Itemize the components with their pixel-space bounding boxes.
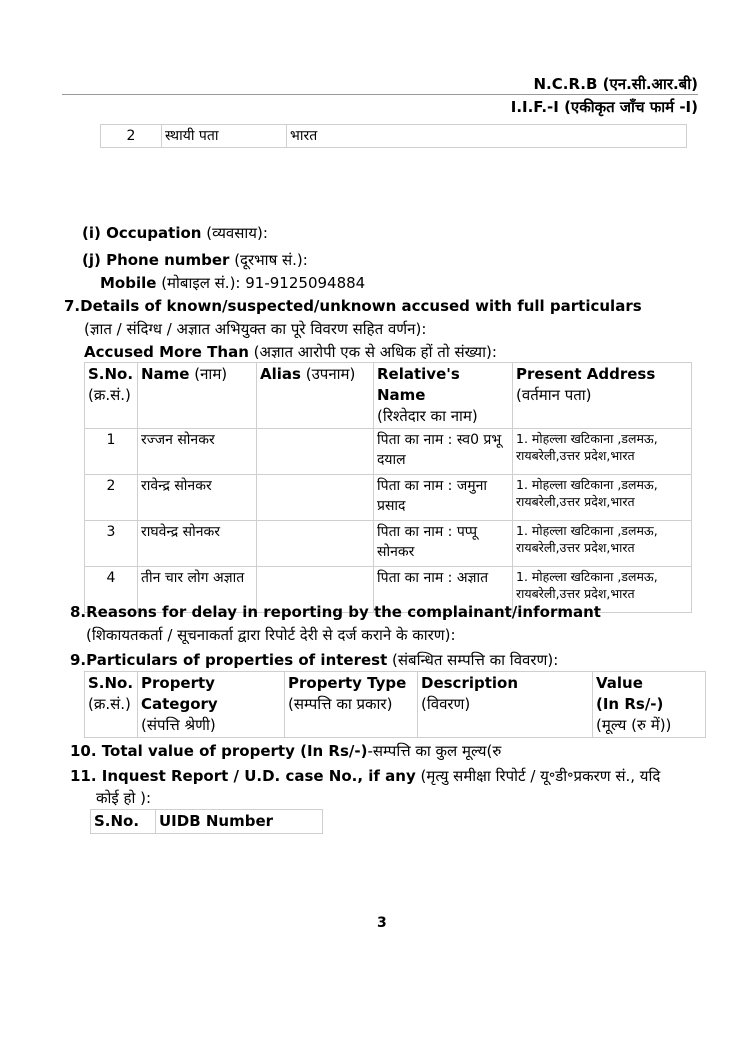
- accused-relative: पिता का नाम : स्व0 प्रभू दयाल: [374, 429, 513, 475]
- table-row: [101, 125, 687, 148]
- iif-header: I.I.F.-I (एकीकृत जाँच फार्म -I): [510, 98, 698, 116]
- occupation-label: (i) Occupation (व्यवसाय):: [82, 224, 268, 242]
- col-sno: S.No.: [91, 810, 156, 834]
- col-uidb: UIDB Number: [156, 810, 323, 834]
- accused-sno: 3: [85, 521, 138, 567]
- table-row: [85, 521, 692, 567]
- accused-address: 1. मोहल्ला खटिकाना ,डलमऊ, रायबरेली,उत्तर प्रदेश,भारत: [513, 521, 692, 567]
- property-table-header: [85, 672, 706, 738]
- accused-alias: [257, 475, 374, 521]
- section-7-title: 7.Details of known/suspected/unknown accused with full particulars: [64, 297, 642, 315]
- col-description: Description (विवरण): [418, 672, 593, 738]
- section-8-subtitle: (शिकायतकर्ता / सूचनाकर्ता द्वारा रिपोर्ट देरी से दर्ज कराने के कारण):: [86, 626, 456, 644]
- section-9-title: 9.Particulars of properties of interest (संबन्धित सम्पत्ति का विवरण):: [70, 651, 559, 669]
- col-value: Value (In Rs/-) (मूल्य (रु में)): [593, 672, 706, 738]
- table-row: [85, 429, 692, 475]
- address-value: भारत: [287, 125, 687, 148]
- address-type: स्थायी पता: [162, 125, 287, 148]
- address-sno: 2: [101, 125, 162, 148]
- accused-alias: [257, 429, 374, 475]
- table-row: [85, 475, 692, 521]
- accused-name: तीन चार लोग अज्ञात: [138, 567, 257, 613]
- accused-sno: 4: [85, 567, 138, 613]
- accused-relative: पिता का नाम : जमुना प्रसाद: [374, 475, 513, 521]
- accused-table-header: [85, 363, 692, 429]
- section-7-subtitle: (ज्ञात / संदिग्ध / अज्ञात अभियुक्त का पूरे विवरण सहित वर्णन):: [84, 320, 427, 338]
- inquest-table: [90, 809, 323, 834]
- col-alias: Alias (उपनाम): [257, 363, 374, 429]
- mobile-value: 91-9125094884: [245, 274, 366, 292]
- col-address: Present Address (वर्तमान पता): [513, 363, 692, 429]
- accused-address: 1. मोहल्ला खटिकाना ,डलमऊ, रायबरेली,उत्तर प्रदेश,भारत: [513, 567, 692, 613]
- col-relative: Relative's Name (रिश्तेदार का नाम): [374, 363, 513, 429]
- property-table: [84, 671, 706, 738]
- section-11-title: 11. Inquest Report / U.D. case No., if any (मृत्यु समीक्षा रिपोर्ट / यू॰डी॰प्रकरण सं., यदि: [70, 767, 661, 785]
- accused-more-than: Accused More Than (अज्ञात आरोपी एक से अधिक हों तो संख्या):: [84, 343, 497, 361]
- section-11-title-cont: कोई हो ):: [96, 789, 152, 807]
- accused-name: रज्जन सोनकर: [138, 429, 257, 475]
- address-table: [100, 124, 687, 148]
- col-sno: S.No. (क्र.सं.): [85, 672, 138, 738]
- accused-relative: पिता का नाम : अज्ञात: [374, 567, 513, 613]
- accused-table: [84, 362, 692, 613]
- accused-name: रावेन्द्र सोनकर: [138, 475, 257, 521]
- col-type: Property Type (सम्पत्ति का प्रकार): [285, 672, 418, 738]
- page-number: 3: [377, 915, 387, 931]
- col-sno: S.No. (क्र.सं.): [85, 363, 138, 429]
- accused-address: 1. मोहल्ला खटिकाना ,डलमऊ, रायबरेली,उत्तर प्रदेश,भारत: [513, 429, 692, 475]
- header-divider: [62, 94, 698, 95]
- accused-name: राघवेन्द्र सोनकर: [138, 521, 257, 567]
- section-10-title: 10. Total value of property (In Rs/-)-सम्पत्ति का कुल मूल्य(रु: [70, 742, 502, 760]
- col-name: Name (नाम): [138, 363, 257, 429]
- accused-sno: 2: [85, 475, 138, 521]
- inquest-table-header: [91, 810, 323, 834]
- mobile-label: Mobile (मोबाइल सं.): 91-9125094884: [100, 274, 366, 292]
- ncrb-header: N.C.R.B (एन.सी.आर.बी): [533, 75, 698, 93]
- phone-label: (j) Phone number (दूरभाष सं.):: [82, 251, 308, 269]
- col-category: Property Category (संपत्ति श्रेणी): [138, 672, 285, 738]
- section-8-title: 8.Reasons for delay in reporting by the complainant/informant: [70, 603, 601, 621]
- accused-sno: 1: [85, 429, 138, 475]
- accused-address: 1. मोहल्ला खटिकाना ,डलमऊ, रायबरेली,उत्तर प्रदेश,भारत: [513, 475, 692, 521]
- accused-relative: पिता का नाम : पप्पू सोनकर: [374, 521, 513, 567]
- accused-alias: [257, 521, 374, 567]
